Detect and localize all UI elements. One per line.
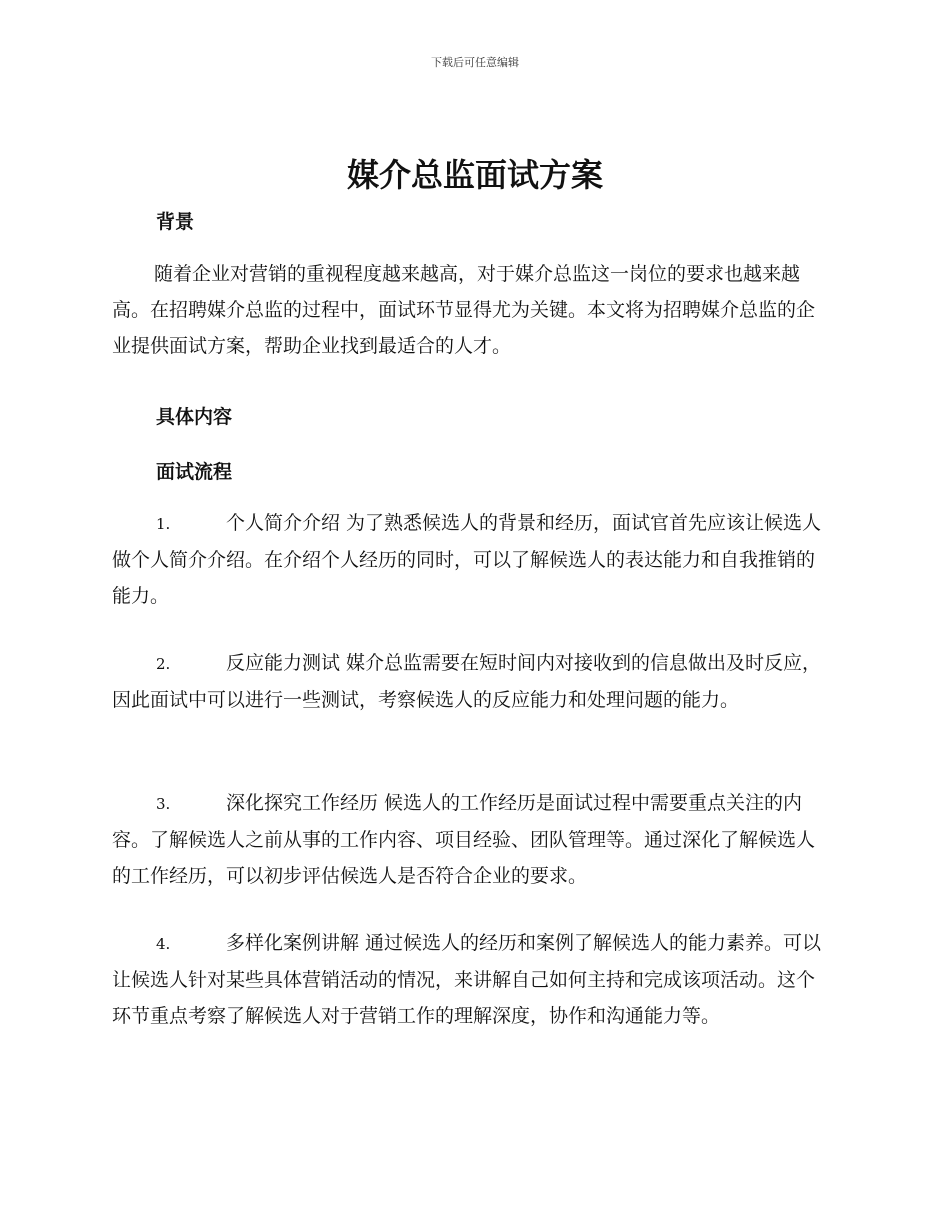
list-item — [112, 925, 832, 1034]
list-item — [112, 785, 832, 894]
list-item-number: 2. — [156, 655, 171, 673]
list-item-text: 深化探究工作经历 候选人的工作经历是面试过程中需要重点关注的内容。了解候选人之前从事的工作内容、项目经验、团队管理等。通过深化了解候选人的工作经历，可以初步评估候选人是否符合企业的要求。 — [112, 792, 816, 887]
list-item-text: 个人简介介绍 为了熟悉候选人的背景和经历，面试官首先应该让候选人做个人简介介绍。在介绍个人经历的同时，可以了解候选人的表达能力和自我推销的能力。 — [112, 512, 822, 607]
list-item-text: 反应能力测试 媒介总监需要在短时间内对接收到的信息做出及时反应，因此面试中可以进行一些测试，考察候选人的反应能力和处理问题的能力。 — [112, 652, 822, 711]
background-heading: 背景 — [156, 211, 195, 233]
process-heading: 面试流程 — [156, 461, 233, 483]
document-title: 媒介总监面试方案 — [346, 156, 603, 194]
content-heading: 具体内容 — [156, 406, 233, 428]
header-note: 下载后可任意编辑 — [431, 56, 519, 69]
list-item — [112, 505, 832, 614]
list-item-number: 1. — [156, 515, 171, 533]
list-item-number: 4. — [156, 935, 171, 953]
list-item-number: 3. — [156, 795, 171, 813]
background-paragraph: 随着企业对营销的重视程度越来越高，对于媒介总监这一岗位的要求也越来越高。在招聘媒介总监的过程中，面试环节显得尤为关键。本文将为招聘媒介总监的企业提供面试方案，帮助企业找到最适合的人才。 — [112, 263, 816, 357]
list-item-text: 多样化案例讲解 通过候选人的经历和案例了解候选人的能力素养。可以让候选人针对某些具体营销活动的情况，来讲解自己如何主持和完成该项活动。这个环节重点考察了解候选人对于营销工作的理解深度，协作和沟通能力等。 — [112, 932, 822, 1027]
list-item — [112, 645, 832, 718]
